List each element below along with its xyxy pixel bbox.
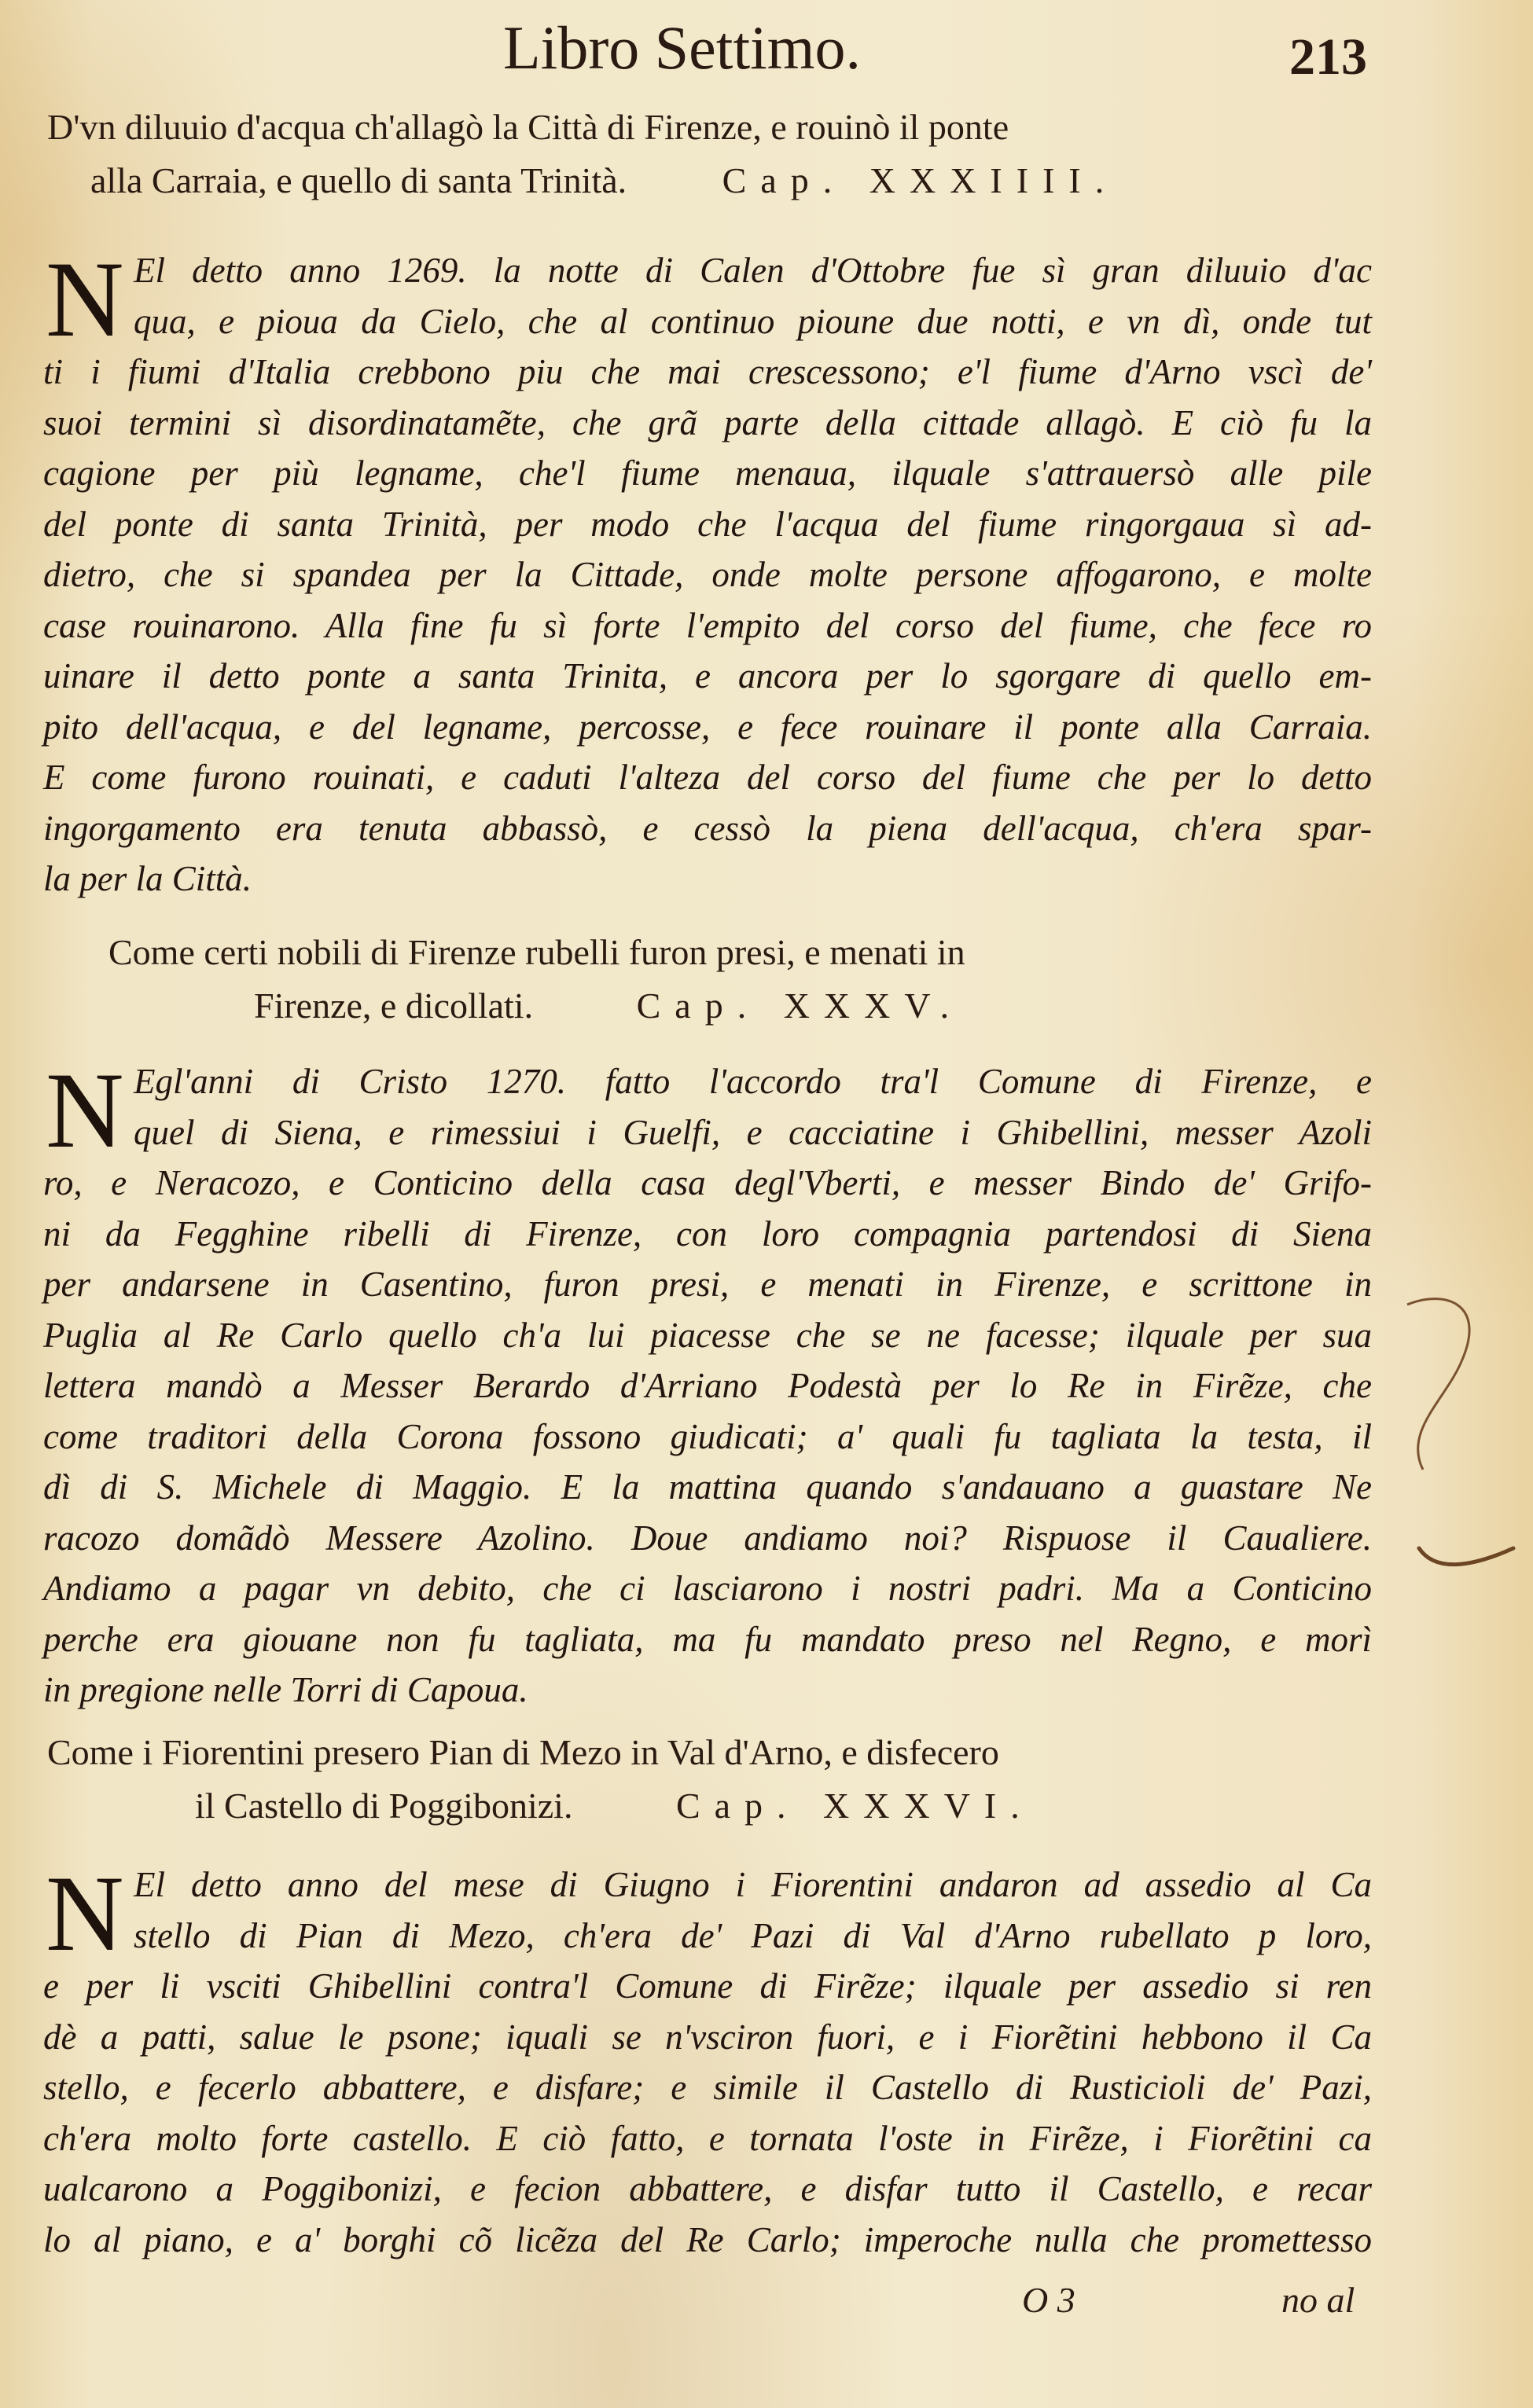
heading-line: il Castello di Poggibonizi. Cap. XXXVI. bbox=[195, 1786, 1034, 1826]
text-line: in pregione nelle Torri di Capoua. bbox=[43, 1670, 528, 1709]
chapter-body-36 bbox=[43, 1853, 1372, 2265]
signature-mark: O 3 bbox=[1022, 2280, 1075, 2320]
chapter-body-34 bbox=[43, 239, 1372, 905]
text-line: pito dell'acqua, e del legname, percosse, e fece rouinare il ponte alla Carraia. bbox=[43, 707, 1372, 747]
text-line: perche era giouane non fu tagliata, ma fu mandato preso nel Regno, e morì bbox=[43, 1619, 1372, 1659]
text-line: qua, e pioua da Cielo, che al continuo pioune due notti, e vn dì, onde tut bbox=[134, 301, 1372, 341]
text-line: ch'era molto forte castello. E ciò fatto, e tornata l'oste in Firẽze, i Fiorẽtini ca bbox=[43, 2118, 1372, 2158]
text-line: E come furono rouinati, e caduti l'alteza del corso del fiume che per lo detto bbox=[43, 758, 1372, 797]
text-line: per andarsene in Casentino, furon presi, e menati in Firenze, e scrittone in bbox=[43, 1265, 1372, 1304]
heading-line: D'vn diluuio d'acqua ch'allagò la Città di Firenze, e rouinò il ponte bbox=[47, 107, 1009, 147]
margin-bracket-icon bbox=[1399, 1289, 1525, 1572]
text-line: la per la Città. bbox=[43, 859, 252, 898]
drop-cap: N bbox=[46, 1050, 124, 1170]
text-line: stello, e fecerlo abbattere, e disfare; e simile il Castello di Rusticioli de' Pazi, bbox=[43, 2068, 1372, 2107]
running-head: Libro Settimo. bbox=[503, 13, 861, 82]
chapter-heading-36 bbox=[47, 1726, 1376, 1833]
chapter-number: Cap. XXXIIII. bbox=[722, 160, 1119, 200]
text-line: Puglia al Re Carlo quello ch'a lui piacesse che se ne facesse; ilquale per sua bbox=[43, 1315, 1372, 1355]
text-line: lettera mandò a Messer Berardo d'Arriano Podestà per lo Re in Firẽze, che bbox=[43, 1366, 1372, 1405]
text-line: El detto anno del mese di Giugno i Fiorentini andaron ad assedio al Ca bbox=[134, 1865, 1372, 1904]
heading-line: alla Carraia, e quello di santa Trinità. Cap. XXXIIII. bbox=[90, 160, 1119, 200]
heading-line: Firenze, e dicollati. Cap. XXXV. bbox=[254, 986, 964, 1026]
chapter-body-35 bbox=[43, 1050, 1372, 1716]
text-line: e per li vsciti Ghibellini contra'l Comune di Firẽze; ilquale per assedio si ren bbox=[43, 1966, 1372, 2006]
text-line: dè a patti, salue le psone; iquali se n'vsciron fuori, e i Fiorẽtini hebbono il Ca bbox=[43, 2017, 1372, 2057]
text-line: ualcarono a Poggibonizi, e fecion abbattere, e disfar tutto il Castello, e recar bbox=[43, 2169, 1372, 2208]
text-line: uinare il detto ponte a santa Trinita, e ancora per lo sgorgare di quello em- bbox=[43, 656, 1372, 696]
text-line: quel di Siena, e rimessiui i Guelfi, e cacciatine i Ghibellini, messer Azoli bbox=[134, 1112, 1372, 1152]
text-line: dì di S. Michele di Maggio. E la mattina quando s'andauano a guastare Ne bbox=[43, 1467, 1372, 1507]
catchword: no al bbox=[1281, 2280, 1355, 2320]
chapter-heading-34 bbox=[47, 101, 1376, 207]
text-line: El detto anno 1269. la notte di Calen d'Ottobre fue sì gran diluuio d'ac bbox=[134, 251, 1372, 290]
heading-line: Come certi nobili di Firenze rubelli furon presi, e menati in bbox=[108, 932, 965, 972]
chapter-heading-35 bbox=[108, 926, 1437, 1033]
text-line: come traditori della Corona fossono giudicati; a' quali fu tagliata la testa, il bbox=[43, 1416, 1372, 1456]
text-line: suoi termini sì disordinatamẽte, che grã parte della cittade allagò. E ciò fu la bbox=[43, 402, 1372, 442]
text-line: stello di Pian di Mezo, ch'era de' Pazi di Val d'Arno rubellato p loro, bbox=[134, 1915, 1372, 1955]
chapter-number: Cap. XXXV. bbox=[636, 986, 964, 1026]
text-line: dietro, che si spandea per la Cittade, onde molte persone affogarono, e molte bbox=[43, 555, 1372, 594]
drop-cap: N bbox=[46, 1853, 124, 1973]
text-line: ti i fiumi d'Italia crebbono piu che mai crescessono; e'l fiume d'Arno vscì de' bbox=[43, 352, 1372, 391]
text-line: cagione per più legname, che'l fiume menaua, ilquale s'attrauersò alle pile bbox=[43, 453, 1372, 493]
text-line: Andiamo a pagar vn debito, che ci lasciarono i nostri padri. Ma a Conticino bbox=[43, 1569, 1372, 1608]
text-line: racozo domãdò Messere Azolino. Doue andiamo noi? Rispuose il Caualiere. bbox=[43, 1518, 1372, 1558]
text-line: lo al piano, e a' borghi cõ licẽza del Re Carlo; imperoche nulla che promettesso bbox=[43, 2219, 1372, 2259]
text-line: ingorgamento era tenuta abbassò, e cessò la piena dell'acqua, ch'era spar- bbox=[43, 808, 1372, 848]
text-line: ro, e Neracozo, e Conticino della casa degl'Vberti, e messer Bindo de' Grifo- bbox=[43, 1163, 1372, 1202]
text-line: Egl'anni di Cristo 1270. fatto l'accordo tra'l Comune di Firenze, e bbox=[134, 1062, 1372, 1101]
page-number: 213 bbox=[1289, 28, 1367, 86]
text-line: ni da Fegghine ribelli di Firenze, con loro compagnia partendosi di Siena bbox=[43, 1213, 1372, 1254]
heading-line: Come i Fiorentini presero Pian di Mezo in Val d'Arno, e disfecero bbox=[47, 1732, 999, 1772]
text-line: case rouinarono. Alla fine fu sì forte l'empito del corso del fiume, che fece ro bbox=[43, 605, 1372, 645]
text-line: del ponte di santa Trinità, per modo che l'acqua del fiume ringorgaua sì ad- bbox=[43, 504, 1372, 544]
drop-cap: N bbox=[46, 239, 124, 359]
chapter-number: Cap. XXXVI. bbox=[675, 1786, 1034, 1826]
